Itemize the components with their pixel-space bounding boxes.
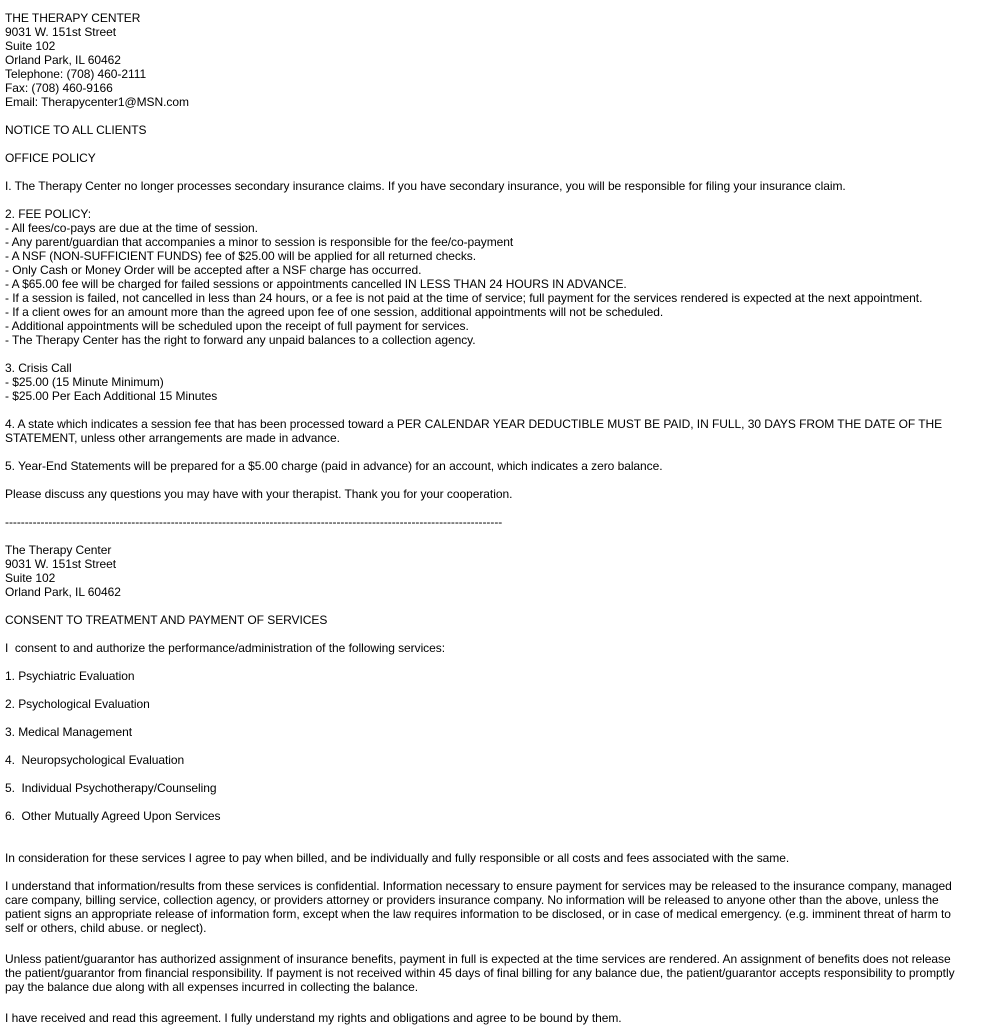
- telephone: Telephone: (708) 460-2111: [5, 67, 147, 81]
- confidentiality-paragraph: [5, 879, 990, 935]
- policy-item-4-line-1: 4. A state which indicates a session fee that has been processed toward a PER CALENDAR YEAR DEDUCTIBLE MUST BE PAID, IN FULL, 30 DAYS FROM THE DATE OF THE: [5, 417, 943, 431]
- consent-title: CONSENT TO TREATMENT AND PAYMENT OF SERVICES: [5, 613, 328, 627]
- consent-address-line-2: Suite 102: [5, 571, 56, 585]
- assignment-line: the patient/guarantor from financial responsibility. If payment is not received within 45 days of final billing for any balance due, the patient/guarantor accepts responsibility to promptly: [5, 966, 955, 980]
- fee-policy-heading: 2. FEE POLICY:: [5, 207, 92, 221]
- policy-item-1: I. The Therapy Center no longer processes secondary insurance claims. If you have secondary insurance, you will be responsible for filing your insurance claim.: [5, 179, 846, 193]
- fee-policy-item: - If a session is failed, not cancelled in less than 24 hours, or a fee is not paid at the time of service; full payment for the services rendered is expected at the next appointment.: [5, 291, 923, 305]
- crisis-call-heading: 3. Crisis Call: [5, 361, 72, 375]
- crisis-call-item: - $25.00 Per Each Additional 15 Minutes: [5, 389, 218, 403]
- consent-city-state-zip: Orland Park, IL 60462: [5, 585, 121, 599]
- services-list: [5, 669, 990, 823]
- consent-intro: I consent to and authorize the performance/administration of the following services:: [5, 641, 445, 655]
- service-item: 5. Individual Psychotherapy/Counseling: [5, 781, 217, 795]
- fee-policy-item: - All fees/co-pays are due at the time of session.: [5, 221, 258, 235]
- email: Email: Therapycenter1@MSN.com: [5, 95, 189, 109]
- header-address-block: [5, 11, 990, 109]
- consent-org-name: The Therapy Center: [5, 543, 112, 557]
- address-line-2: Suite 102: [5, 39, 56, 53]
- policy-item-5: 5. Year-End Statements will be prepared for a $5.00 charge (paid in advance) for an account, which indicates a zero balance.: [5, 459, 663, 473]
- confidentiality-line: patient signs an appropriate release of information form, except when the law requires information to be disclosed, or in case of medical emergency. (e.g. imminent threat of harm to: [5, 907, 951, 921]
- consent-address-block: [5, 543, 990, 599]
- section-divider: ------------------------------------------------------------------------------------------------------------------------------: [5, 515, 503, 529]
- org-name: THE THERAPY CENTER: [5, 11, 141, 25]
- closing-note: Please discuss any questions you may have with your therapist. Thank you for your cooperation.: [5, 487, 513, 501]
- service-item: 3. Medical Management: [5, 725, 133, 739]
- payment-agreement: In consideration for these services I agree to pay when billed, and be individually and fully responsible or all costs and fees associated with the same.: [5, 851, 790, 865]
- crisis-call-item: - $25.00 (15 Minute Minimum): [5, 375, 164, 389]
- office-policy-title: OFFICE POLICY: [5, 151, 96, 165]
- service-item: 4. Neuropsychological Evaluation: [5, 753, 185, 767]
- fee-policy-item: - Any parent/guardian that accompanies a minor to session is responsible for the fee/co-payment: [5, 235, 514, 249]
- assignment-paragraph: [5, 952, 990, 994]
- crisis-call-section: [5, 361, 990, 403]
- address-line-1: 9031 W. 151st Street: [5, 25, 117, 39]
- confidentiality-line: care company, billing service, collection agency, or providers attorney or providers insurance company. No information will be released to anyone other than the above, unless the: [5, 893, 939, 907]
- fee-policy-item: - A $65.00 fee will be charged for failed sessions or appointments cancelled IN LESS THAN 24 HOURS IN ADVANCE.: [5, 277, 627, 291]
- service-item: 2. Psychological Evaluation: [5, 697, 150, 711]
- fax: Fax: (708) 460-9166: [5, 81, 113, 95]
- confidentiality-line: self or others, child abuse. or neglect).: [5, 921, 207, 935]
- fee-policy-item: - Additional appointments will be scheduled upon the receipt of full payment for services.: [5, 319, 469, 333]
- fee-policy-item: - Only Cash or Money Order will be accepted after a NSF charge has occurred.: [5, 263, 422, 277]
- fee-policy-item: - If a client owes for an amount more than the agreed upon fee of one session, additional appointments will not be scheduled.: [5, 305, 664, 319]
- city-state-zip: Orland Park, IL 60462: [5, 53, 121, 67]
- assignment-line: pay the balance due along with all expenses incurred in collecting the balance.: [5, 980, 418, 994]
- service-item: 1. Psychiatric Evaluation: [5, 669, 135, 683]
- consent-address-line-1: 9031 W. 151st Street: [5, 557, 117, 571]
- service-item: 6. Other Mutually Agreed Upon Services: [5, 809, 221, 823]
- confidentiality-line: I understand that information/results from these services is confidential. Information necessary to ensure payment for services may be released to the insurance company, managed: [5, 879, 952, 893]
- assignment-line: Unless patient/guarantor has authorized assignment of insurance benefits, payment in full is expected at the time services are rendered. An assignment of benefits does not release: [5, 952, 951, 966]
- acknowledgement: I have received and read this agreement. I fully understand my rights and obligations and agree to be bound by them.: [5, 1011, 622, 1025]
- fee-policy-section: [5, 207, 990, 347]
- notice-title: NOTICE TO ALL CLIENTS: [5, 123, 147, 137]
- fee-policy-item: - The Therapy Center has the right to forward any unpaid balances to a collection agency.: [5, 333, 476, 347]
- policy-item-4-line-2: STATEMENT, unless other arrangements are made in advance.: [5, 431, 340, 445]
- fee-policy-item: - A NSF (NON-SUFFICIENT FUNDS) fee of $25.00 will be applied for all returned checks.: [5, 249, 477, 263]
